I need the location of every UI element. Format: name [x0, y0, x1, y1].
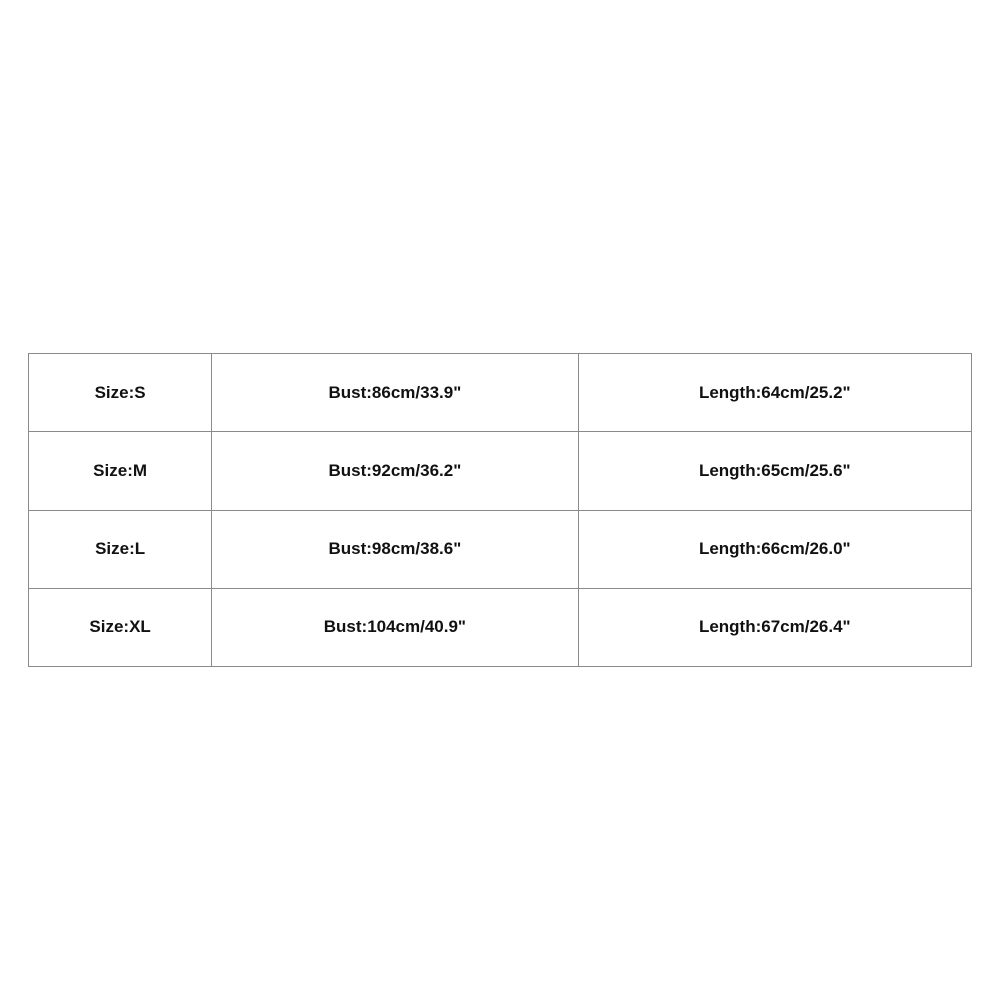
size-chart-table	[28, 353, 972, 667]
table-row	[29, 354, 972, 432]
bust-cell: Bust:86cm/33.9"	[212, 354, 578, 432]
size-cell: Size:M	[29, 432, 212, 510]
bust-cell: Bust:98cm/38.6"	[212, 510, 578, 588]
size-cell: Size:L	[29, 510, 212, 588]
length-cell: Length:67cm/26.4"	[578, 588, 971, 666]
table-row	[29, 432, 972, 510]
size-cell: Size:S	[29, 354, 212, 432]
length-cell: Length:66cm/26.0"	[578, 510, 971, 588]
table-row	[29, 588, 972, 666]
table-row	[29, 510, 972, 588]
bust-cell: Bust:92cm/36.2"	[212, 432, 578, 510]
size-cell: Size:XL	[29, 588, 212, 666]
length-cell: Length:65cm/25.6"	[578, 432, 971, 510]
bust-cell: Bust:104cm/40.9"	[212, 588, 578, 666]
length-cell: Length:64cm/25.2"	[578, 354, 971, 432]
